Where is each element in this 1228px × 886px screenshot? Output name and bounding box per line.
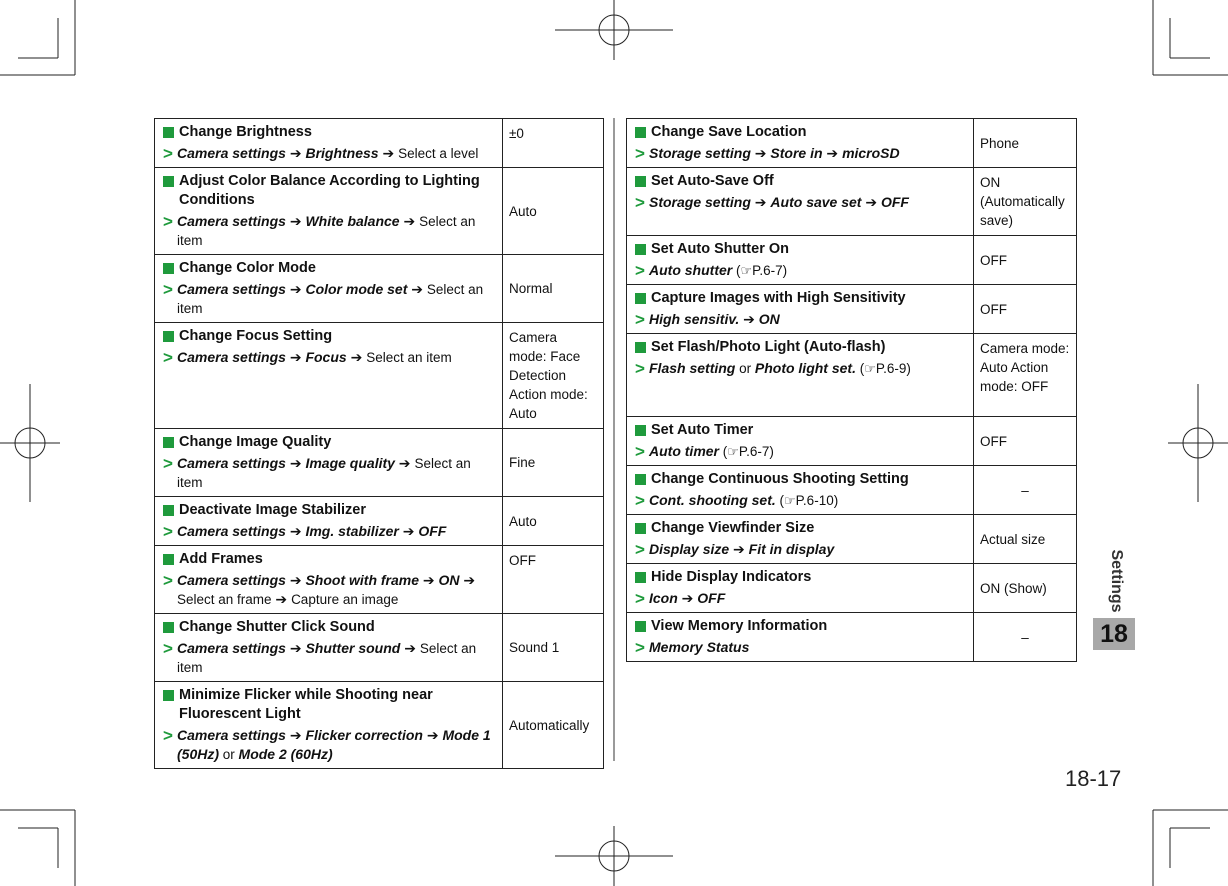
arrow-right-icon: ➔	[419, 572, 439, 588]
arrow-right-icon: ➔	[285, 349, 306, 365]
green-square-icon	[635, 176, 646, 187]
arrow-right-icon: ➔	[400, 640, 420, 656]
setting-title-text: Change Brightness	[179, 124, 312, 140]
setting-cell	[155, 497, 503, 546]
operation-path	[163, 639, 496, 677]
operation-step: Storage setting	[649, 194, 751, 210]
setting-title-text: Deactivate Image Stabilizer	[179, 502, 366, 518]
setting-title-text: Add Frames	[179, 551, 263, 567]
setting-title-text: Set Auto-Save Off	[651, 173, 774, 189]
operation-step: OFF	[418, 523, 447, 539]
operation-step: or	[735, 361, 755, 376]
operation-path	[635, 310, 967, 329]
setting-title-text: Change Shutter Click Sound	[179, 619, 375, 635]
operation-step: microSD	[842, 145, 900, 161]
operation-step: Memory Status	[649, 639, 750, 655]
setting-title	[163, 327, 496, 346]
setting-title	[163, 172, 496, 210]
default-value: OFF	[503, 546, 604, 614]
operation-step: Image quality	[305, 455, 395, 471]
setting-cell	[627, 417, 974, 466]
green-square-icon	[635, 342, 646, 353]
setting-cell	[627, 119, 974, 168]
setting-title-text: View Memory Information	[651, 618, 828, 634]
green-square-icon	[635, 244, 646, 255]
arrow-right-icon: ➔	[399, 213, 420, 229]
operation-step: P.6-7)	[752, 263, 788, 278]
default-value: OFF	[974, 236, 1077, 285]
setting-cell	[155, 119, 503, 168]
operation-step: Select an item	[177, 282, 484, 316]
operation-step: P.6-9)	[875, 361, 911, 376]
setting-title	[635, 568, 967, 587]
setting-cell	[627, 564, 974, 613]
setting-title-text: Set Flash/Photo Light (Auto-flash)	[651, 339, 886, 355]
pointing-hand-icon: ☞	[740, 263, 753, 278]
operation-path	[163, 280, 496, 318]
operation-path	[635, 442, 967, 461]
pointing-hand-icon: ☞	[864, 361, 876, 376]
chevron-right-icon: >	[635, 540, 645, 559]
setting-title	[163, 433, 496, 452]
table-row	[627, 613, 1077, 662]
table-row	[627, 119, 1077, 168]
operation-step: Auto save set	[770, 194, 862, 210]
operation-step: Select an frame	[177, 592, 272, 607]
arrow-right-icon: ➔	[285, 213, 306, 229]
default-value: Fine	[503, 429, 604, 497]
setting-title-text: Change Color Mode	[179, 260, 316, 276]
green-square-icon	[635, 293, 646, 304]
default-value: ON (Show)	[974, 564, 1077, 613]
default-value: ±0	[503, 119, 604, 168]
green-square-icon	[163, 554, 174, 565]
operation-step: Icon	[649, 590, 678, 606]
operation-path	[163, 726, 496, 764]
operation-step: (	[855, 361, 865, 376]
arrow-right-icon: ➔	[285, 523, 306, 539]
chevron-right-icon: >	[163, 639, 173, 658]
table-row	[627, 466, 1077, 515]
operation-step: OFF	[880, 194, 909, 210]
operation-step: Img. stabilizer	[305, 523, 399, 539]
arrow-right-icon: ➔	[422, 727, 443, 743]
green-square-icon	[163, 690, 174, 701]
arrow-right-icon: ➔	[394, 455, 415, 471]
operation-path	[635, 589, 967, 608]
table-row	[627, 564, 1077, 613]
operation-step: Color mode set	[305, 281, 408, 297]
setting-cell	[627, 466, 974, 515]
default-value: Camera mode: Face Detection Action mode: Auto	[503, 323, 604, 429]
default-value: OFF	[974, 417, 1077, 466]
chevron-right-icon: >	[635, 638, 645, 657]
arrow-right-icon: ➔	[750, 194, 771, 210]
setting-title-text: Change Image Quality	[179, 434, 332, 450]
table-row	[155, 546, 604, 614]
arrow-right-icon: ➔	[285, 281, 306, 297]
operation-step: Store in	[770, 145, 823, 161]
operation-step: Mode 1 (50Hz)	[177, 727, 491, 762]
setting-title	[635, 470, 967, 489]
operation-step: Fit in display	[748, 541, 835, 557]
column-divider	[613, 118, 615, 761]
table-row	[155, 429, 604, 497]
green-square-icon	[635, 621, 646, 632]
chevron-right-icon: >	[635, 442, 645, 461]
table-row	[155, 614, 604, 682]
chevron-right-icon: >	[163, 212, 173, 231]
operation-step: Select an item	[366, 350, 452, 365]
operation-step: Cont. shooting set.	[649, 492, 776, 508]
green-square-icon	[635, 523, 646, 534]
setting-title-text: Capture Images with High Sensitivity	[651, 290, 906, 306]
chevron-right-icon: >	[635, 359, 645, 378]
chevron-right-icon: >	[163, 726, 173, 745]
table-row	[627, 168, 1077, 236]
operation-path	[635, 261, 967, 280]
chevron-right-icon: >	[635, 144, 645, 163]
table-row	[627, 285, 1077, 334]
table-row	[155, 255, 604, 323]
table-row	[155, 682, 604, 769]
table-row	[155, 119, 604, 168]
operation-step: (	[732, 263, 741, 278]
green-square-icon	[163, 505, 174, 516]
setting-title-text: Change Continuous Shooting Setting	[651, 471, 909, 487]
green-square-icon	[635, 127, 646, 138]
setting-cell	[627, 285, 974, 334]
arrow-right-icon: ➔	[459, 572, 476, 588]
operation-step: Auto timer	[649, 443, 719, 459]
chevron-right-icon: >	[163, 144, 173, 163]
arrow-right-icon: ➔	[739, 311, 759, 327]
default-value: ON (Automatically save)	[974, 168, 1077, 236]
default-value: Auto	[503, 168, 604, 255]
setting-title	[163, 686, 496, 724]
operation-step: Camera settings	[177, 349, 286, 365]
chevron-right-icon: >	[163, 454, 173, 473]
operation-path	[163, 348, 496, 367]
table-row	[627, 417, 1077, 466]
chevron-right-icon: >	[163, 348, 173, 367]
arrow-right-icon: ➔	[285, 145, 306, 161]
default-value: Actual size	[974, 515, 1077, 564]
default-value: Automatically	[503, 682, 604, 769]
chevron-right-icon: >	[163, 280, 173, 299]
operation-step: Camera settings	[177, 455, 286, 471]
operation-step: (	[775, 493, 785, 508]
operation-path	[163, 454, 496, 492]
operation-step: Camera settings	[177, 281, 286, 297]
arrow-right-icon: ➔	[285, 640, 306, 656]
table-row	[627, 236, 1077, 285]
operation-step: Photo light set.	[754, 360, 856, 376]
operation-step: (	[719, 444, 728, 459]
green-square-icon	[635, 572, 646, 583]
green-square-icon	[163, 622, 174, 633]
operation-path	[163, 571, 496, 609]
operation-step: OFF	[697, 590, 726, 606]
setting-title-text: Change Save Location	[651, 124, 807, 140]
arrow-right-icon: ➔	[285, 572, 306, 588]
setting-cell	[155, 323, 503, 429]
operation-step: High sensitiv.	[649, 311, 740, 327]
table-row	[155, 323, 604, 429]
chevron-right-icon: >	[635, 589, 645, 608]
pointing-hand-icon: ☞	[784, 493, 796, 508]
setting-cell	[627, 334, 974, 417]
operation-step: ON	[438, 572, 460, 588]
arrow-right-icon: ➔	[750, 145, 771, 161]
operation-path	[635, 638, 967, 657]
operation-step: Select a level	[398, 146, 479, 161]
setting-title-text: Hide Display Indicators	[651, 569, 812, 585]
setting-cell	[627, 515, 974, 564]
chevron-right-icon: >	[163, 571, 173, 590]
operation-path	[163, 144, 496, 163]
table-row	[627, 334, 1077, 417]
green-square-icon	[163, 127, 174, 138]
operation-step: P.6-10)	[795, 493, 839, 508]
operation-path	[635, 144, 967, 163]
operation-step: Shutter sound	[305, 640, 401, 656]
default-value: Phone	[974, 119, 1077, 168]
operation-step: Flicker correction	[305, 727, 423, 743]
setting-title	[163, 259, 496, 278]
pointing-hand-icon: ☞	[727, 444, 739, 459]
setting-title	[163, 550, 496, 569]
operation-step: Focus	[305, 349, 347, 365]
chevron-right-icon: >	[635, 193, 645, 212]
operation-step: Camera settings	[177, 572, 286, 588]
operation-step: Camera settings	[177, 523, 286, 539]
operation-step: ON	[758, 311, 780, 327]
setting-title-text: Set Auto Shutter On	[651, 241, 790, 257]
setting-cell	[627, 613, 974, 662]
setting-cell	[155, 255, 503, 323]
operation-step: P.6-7)	[738, 444, 774, 459]
operation-step: Select an item	[177, 641, 477, 675]
arrow-right-icon: ➔	[407, 281, 427, 297]
operation-step: Shoot with frame	[305, 572, 420, 588]
chapter-number: 18	[1093, 618, 1135, 650]
setting-title-text: Adjust Color Balance According to Lighting Conditions	[179, 173, 480, 208]
setting-title	[635, 519, 967, 538]
arrow-right-icon: ➔	[271, 591, 292, 607]
setting-cell	[627, 236, 974, 285]
arrow-right-icon: ➔	[677, 590, 698, 606]
operation-step: Camera settings	[177, 145, 286, 161]
operation-step: Flash setting	[649, 360, 736, 376]
default-value: –	[974, 613, 1077, 662]
operation-step: Select an item	[177, 214, 476, 248]
operation-step: Brightness	[305, 145, 379, 161]
table-row	[155, 168, 604, 255]
setting-title	[635, 617, 967, 636]
operation-step: Display size	[649, 541, 730, 557]
operation-step: Storage setting	[649, 145, 751, 161]
green-square-icon	[163, 437, 174, 448]
table-row	[155, 497, 604, 546]
right-settings-table	[626, 118, 1077, 662]
operation-step: Mode 2 (60Hz)	[238, 746, 333, 762]
setting-title	[163, 123, 496, 142]
setting-cell	[155, 429, 503, 497]
arrow-right-icon: ➔	[398, 523, 419, 539]
setting-title	[163, 618, 496, 637]
arrow-right-icon: ➔	[822, 145, 843, 161]
operation-step: Camera settings	[177, 727, 286, 743]
operation-path	[635, 359, 967, 378]
green-square-icon	[163, 331, 174, 342]
default-value: Sound 1	[503, 614, 604, 682]
setting-title-text: Set Auto Timer	[651, 422, 754, 438]
green-square-icon	[163, 263, 174, 274]
operation-step: Select an item	[177, 456, 471, 490]
operation-step: Auto shutter	[649, 262, 733, 278]
chevron-right-icon: >	[635, 261, 645, 280]
arrow-right-icon: ➔	[285, 727, 306, 743]
operation-step: White balance	[305, 213, 400, 229]
setting-cell	[155, 614, 503, 682]
default-value: OFF	[974, 285, 1077, 334]
setting-title	[635, 289, 967, 308]
setting-title	[163, 501, 496, 520]
arrow-right-icon: ➔	[346, 349, 367, 365]
default-value: Auto	[503, 497, 604, 546]
setting-title-text: Minimize Flicker while Shooting near Fluorescent Light	[179, 687, 433, 722]
default-value: Camera mode: Auto Action mode: OFF	[974, 334, 1077, 417]
setting-title-text: Change Focus Setting	[179, 328, 333, 344]
green-square-icon	[163, 176, 174, 187]
arrow-right-icon: ➔	[861, 194, 881, 210]
setting-title	[635, 421, 967, 440]
setting-title-text: Change Viewfinder Size	[651, 520, 815, 536]
chevron-right-icon: >	[163, 522, 173, 541]
setting-title	[635, 240, 967, 259]
operation-path	[635, 491, 967, 510]
arrow-right-icon: ➔	[729, 541, 749, 557]
operation-path	[635, 540, 967, 559]
setting-cell	[155, 168, 503, 255]
arrow-right-icon: ➔	[378, 145, 399, 161]
chevron-right-icon: >	[635, 491, 645, 510]
left-settings-table	[154, 118, 604, 769]
operation-path	[163, 212, 496, 250]
table-row	[627, 515, 1077, 564]
green-square-icon	[635, 425, 646, 436]
operation-step: Camera settings	[177, 213, 286, 229]
operation-step: Camera settings	[177, 640, 286, 656]
setting-cell	[627, 168, 974, 236]
operation-step: or	[219, 747, 239, 762]
default-value: Normal	[503, 255, 604, 323]
operation-path	[635, 193, 967, 212]
setting-cell	[155, 682, 503, 769]
setting-title	[635, 338, 967, 357]
operation-step: Capture an image	[291, 592, 399, 607]
side-tab	[1096, 548, 1136, 614]
operation-path	[163, 522, 496, 541]
green-square-icon	[635, 474, 646, 485]
setting-cell	[155, 546, 503, 614]
chevron-right-icon: >	[635, 310, 645, 329]
arrow-right-icon: ➔	[285, 455, 306, 471]
page-number: 18-17	[1065, 766, 1122, 791]
setting-title	[635, 123, 967, 142]
setting-title	[635, 172, 967, 191]
default-value: –	[974, 466, 1077, 515]
side-tab-label: Settings	[1108, 549, 1125, 613]
